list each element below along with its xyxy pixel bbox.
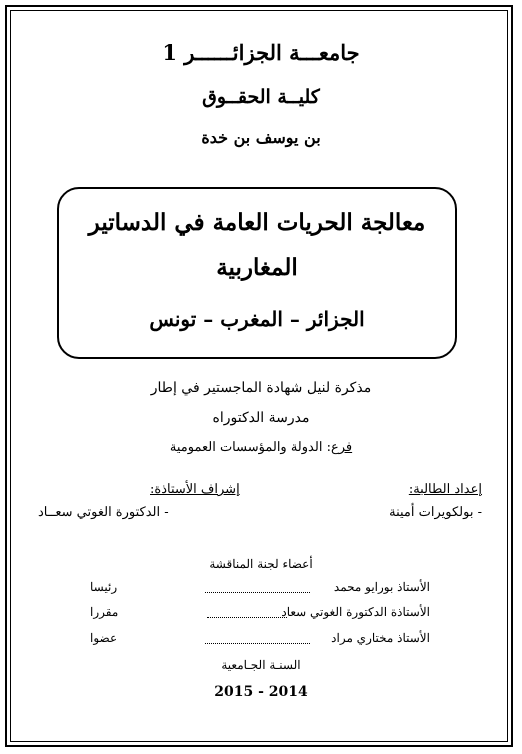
academic-year-value: 2015 - 2014 xyxy=(214,684,308,700)
dotted-leader xyxy=(205,631,310,644)
student-name: - بولكويرات أمينة xyxy=(389,505,482,520)
thesis-title-line1: معالجة الحريات العامة في الدساتير xyxy=(88,209,426,236)
jury-member-name: الأستاذ بورايو محمد xyxy=(333,580,430,594)
student-label: إعداد الطالبة: xyxy=(408,482,482,497)
jury-member-name: الأستاذة الدكتورة الغوتي سعاد xyxy=(281,605,430,619)
dotted-leader xyxy=(205,580,310,593)
branch-label: فرع xyxy=(330,440,353,455)
academic-year-label: السنـة الجـامعية xyxy=(221,658,301,672)
jury-member-row xyxy=(0,580,522,600)
jury-member-name: الأستاذ مختاري مراد xyxy=(331,631,430,645)
supervisor-name: - الدكتورة الغوتي سعــاد xyxy=(38,505,169,520)
dotted-leader xyxy=(207,605,287,618)
thesis-title-line2: المغاربية xyxy=(216,254,298,281)
doctoral-school: مدرسة الدكتوراه xyxy=(212,410,310,426)
jury-member-role: رئيسا xyxy=(90,580,118,594)
supervisor-label: إشراف الأستاذة: xyxy=(150,482,240,497)
faculty-name: كليــة الحقــوق xyxy=(202,86,320,108)
branch-line xyxy=(0,440,522,455)
jury-member-role: عضوا xyxy=(90,631,118,645)
campus-name: بن يوسف بن خدة xyxy=(201,128,321,147)
memo-purpose: مذكرة لنيل شهادة الماجستير في إطار xyxy=(150,380,372,396)
branch-value: : الدولة والمؤسسات العمومية xyxy=(169,440,331,455)
university-name: جامعـــة الجزائــــــر 1 xyxy=(162,40,360,65)
jury-title: أعضاء لجنة المناقشة xyxy=(209,557,313,571)
jury-member-row xyxy=(0,631,522,651)
jury-member-role: مقررا xyxy=(90,605,119,619)
jury-member-row xyxy=(0,605,522,625)
thesis-subtitle-countries: الجزائر – المغرب – تونس xyxy=(149,307,365,331)
thesis-title-box xyxy=(57,187,457,359)
